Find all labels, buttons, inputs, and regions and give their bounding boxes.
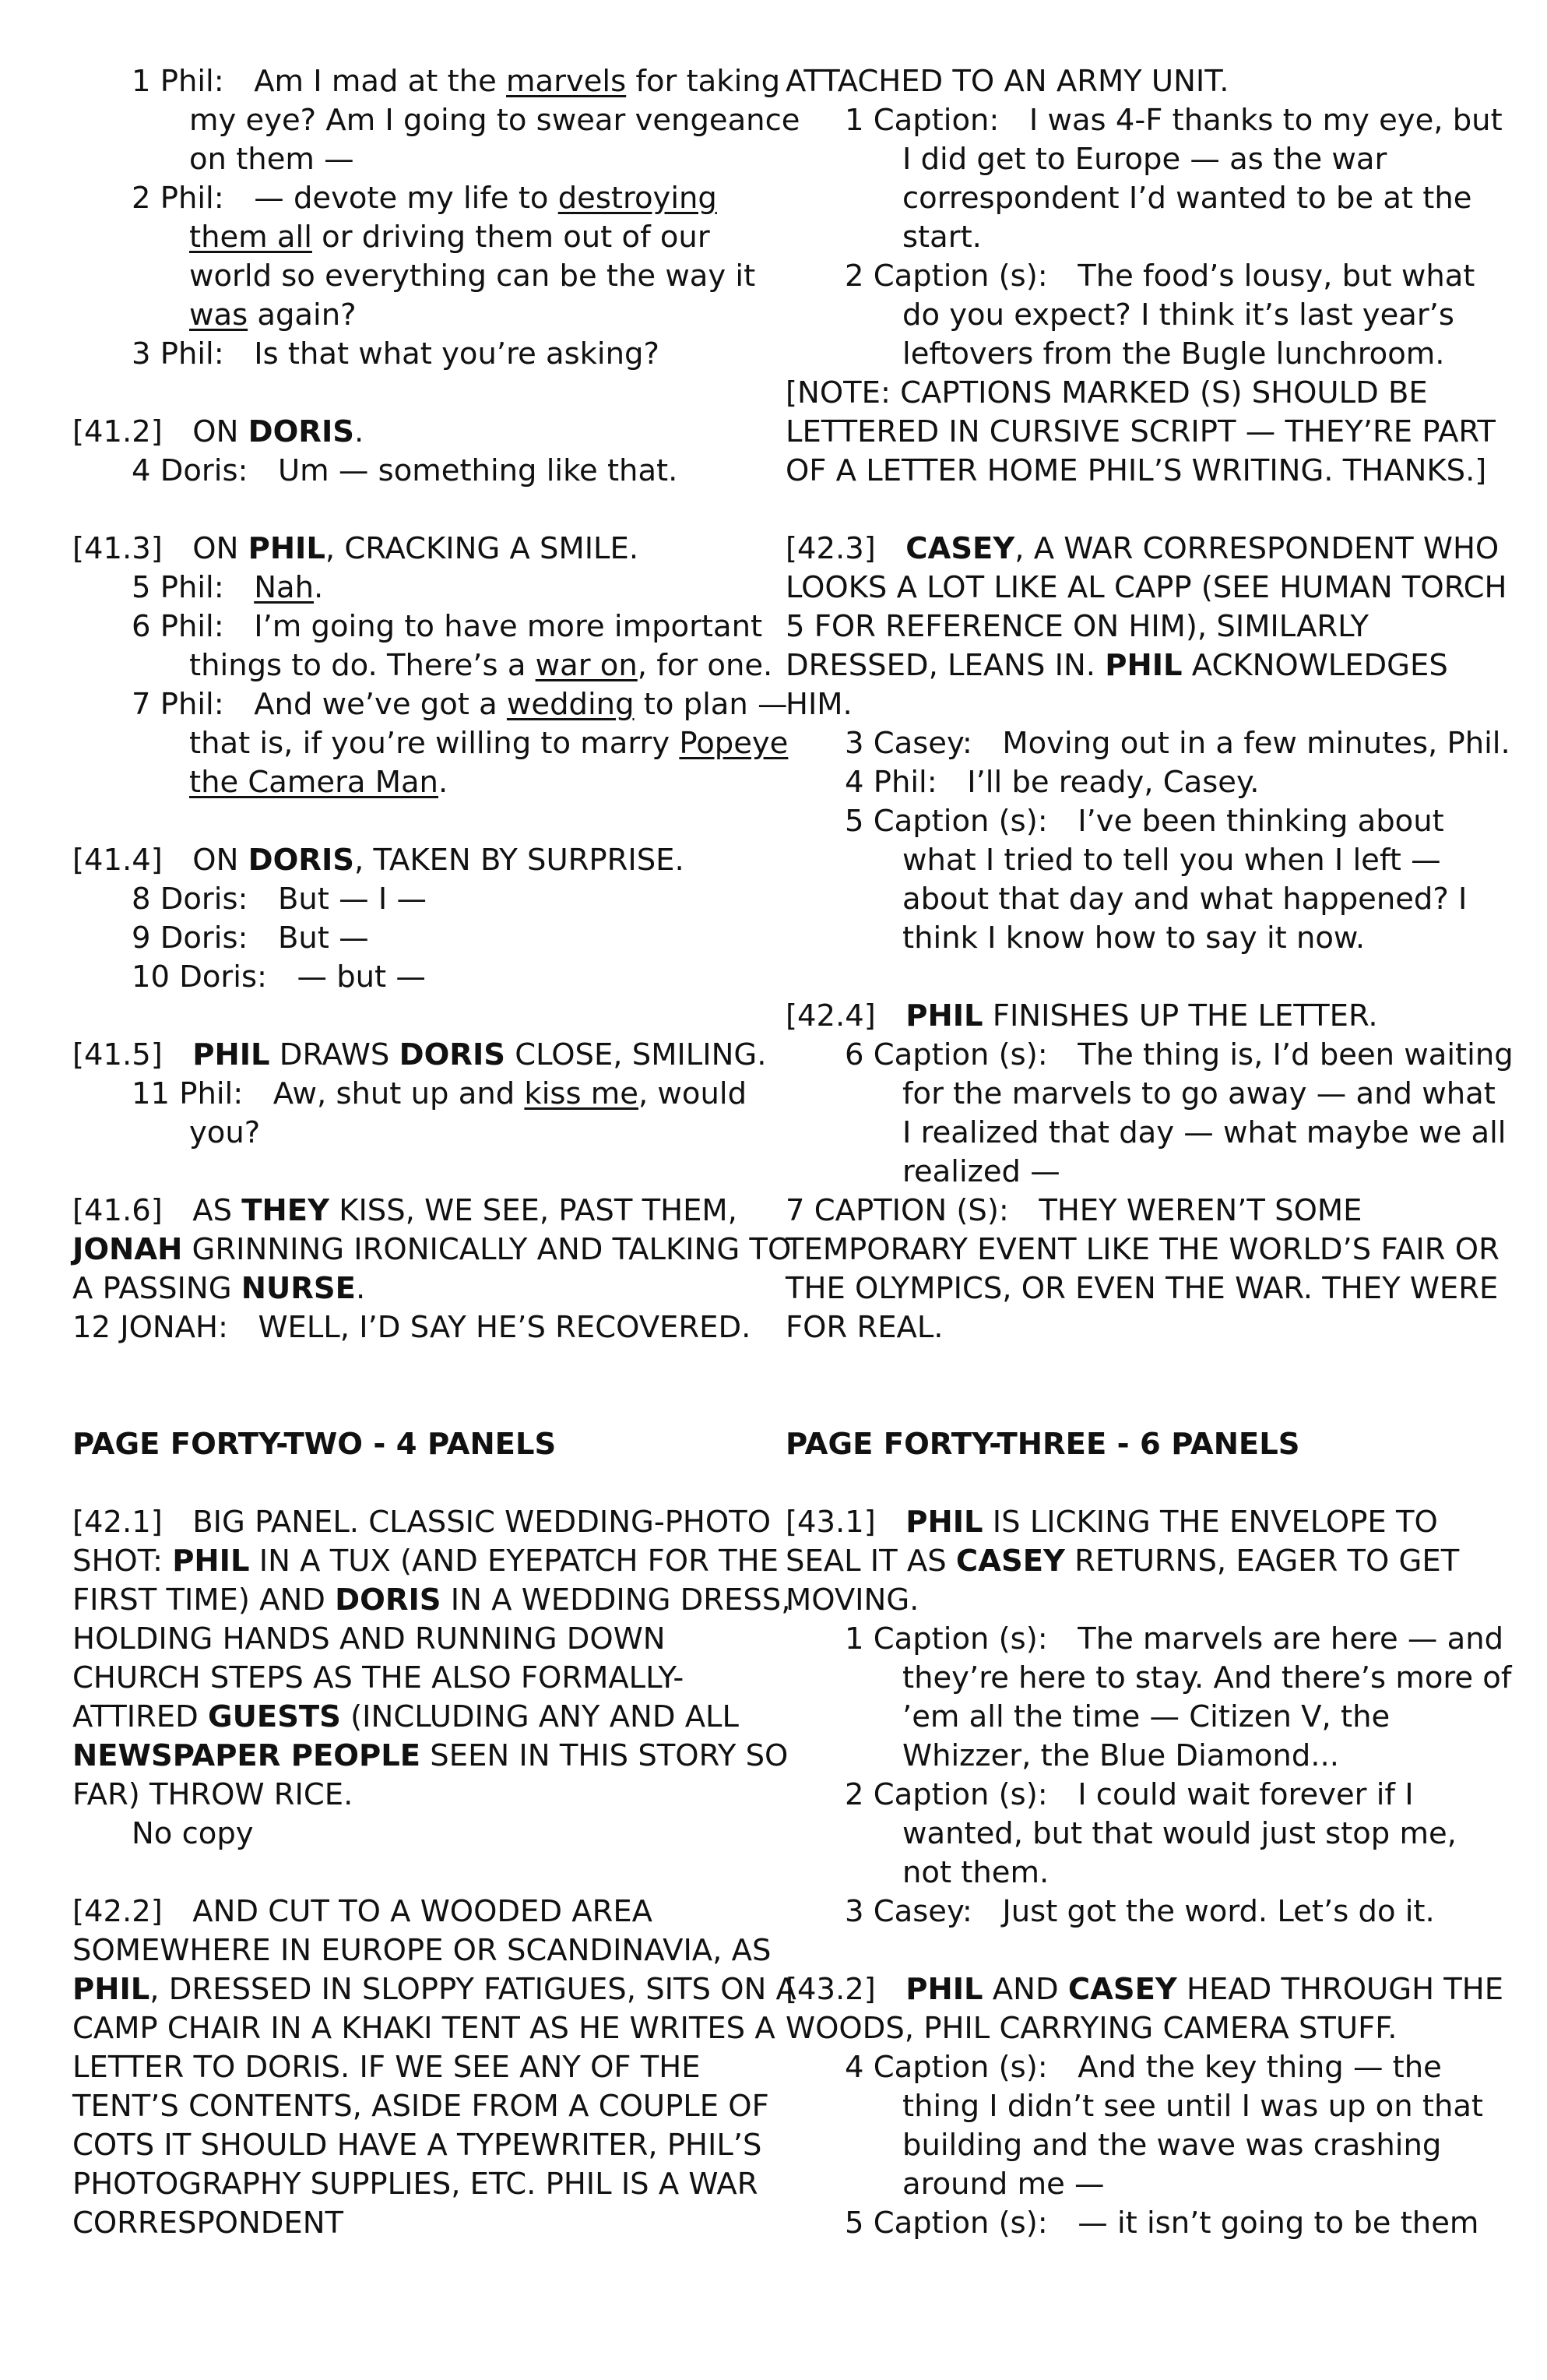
dialogue-casey-3: 3 Casey: Moving out in a few minutes, Phil. xyxy=(845,726,1510,761)
dialogue-2: 2 Phil: — devote my life to destroying them all or driving them out of our world so everything can be the way it was again? xyxy=(132,181,756,333)
panel-43-2: [43.2] PHIL AND CASEY HEAD THROUGH THE WOODS, PHIL CARRYING CAMERA STUFF. xyxy=(786,1972,1504,2046)
dialogue-5: 5 Phil: Nah. xyxy=(132,570,324,605)
caption-1: 1 Caption: I was 4-F thanks to my eye, but I did get to Europe — as the war correspondent I’d wanted to be at the start. xyxy=(845,103,1503,255)
dialogue-8: 8 Doris: But — I — xyxy=(132,882,427,917)
caption-5: 5 Caption (s): I’ve been thinking about what I tried to tell you when I left — about that day and what happened? I think I know how to say it now. xyxy=(845,804,1468,956)
panel-41-6: [41.6] AS THEY KISS, WE SEE, PAST THEM, JONAH GRINNING IRONICALLY AND TALKING TO A PASSING NURSE. xyxy=(72,1193,792,1306)
panel-41-4: [41.4] ON DORIS, TAKEN BY SURPRISE. xyxy=(72,843,684,878)
caption-43-1: 1 Caption (s): The marvels are here — and they’re here to stay. And there’s more of ’em all the time — Citizen V, the Whizzer, the Blue Diamond... xyxy=(845,1621,1512,1773)
dialogue-6: 6 Phil: I’m going to have more important things to do. There’s a war on, for one. xyxy=(132,609,773,683)
dialogue-phil-4: 4 Phil: I’ll be ready, Casey. xyxy=(845,765,1260,800)
panel-42-3: [42.3] CASEY, A WAR CORRESPONDENT WHO LOOKS A LOT LIKE AL CAPP (SEE HUMAN TORCH 5 FOR REFERENCE ON HIM), SIMILARLY DRESSED, LEANS IN. PHIL ACKNOWLEDGES HIM. xyxy=(786,531,1507,722)
panel-41-5: [41.5] PHIL DRAWS DORIS CLOSE, SMILING. xyxy=(72,1037,767,1072)
panel-41-3: [41.3] ON PHIL, CRACKING A SMILE. xyxy=(72,531,639,566)
dialogue-1: 1 Phil: Am I mad at the marvels for taking my eye? Am I going to swear vengeance on them — xyxy=(132,64,800,177)
dialogue-12: 12 JONAH: WELL, I’D SAY HE’S RECOVERED. xyxy=(72,1310,751,1345)
caption-6: 6 Caption (s): The thing is, I’d been waiting for the marvels to go away — and what I realized that day — what maybe we all realized — xyxy=(845,1037,1514,1189)
dialogue-11: 11 Phil: Aw, shut up and kiss me, would you? xyxy=(132,1076,747,1150)
page-42-heading: PAGE FORTY-TWO - 4 PANELS xyxy=(72,1427,557,1462)
dialogue-10: 10 Doris: — but — xyxy=(132,959,426,995)
dialogue-casey-43-3: 3 Casey: Just got the word. Let’s do it. xyxy=(845,1894,1435,1929)
caption-43-4: 4 Caption (s): And the key thing — the thing I didn’t see until I was up on that building and the wave was crashing around me — xyxy=(845,2050,1484,2202)
panel-42-4: [42.4] PHIL FINISHES UP THE LETTER. xyxy=(786,998,1378,1033)
dialogue-9: 9 Doris: But — xyxy=(132,921,369,956)
panel-42-2-continued: ATTACHED TO AN ARMY UNIT. xyxy=(786,64,1229,99)
panel-42-1: [42.1] BIG PANEL. CLASSIC WEDDING-PHOTO SHOT: PHIL IN A TUX (AND EYEPATCH FOR THE FIRST TIME) AND DORIS IN A WEDDING DRESS, HOLDING HANDS AND RUNNING DOWN CHURCH STEPS AS THE ALSO FORMALLY-ATTIRED GUESTS (INCLUDING ANY AND ALL NEWSPAPER PEOPLE SEEN IN THIS STORY SO FAR) THROW RICE. xyxy=(72,1505,791,1812)
caption-43-2: 2 Caption (s): I could wait forever if I wanted, but that would just stop me, not them. xyxy=(845,1777,1457,1890)
left-column xyxy=(72,62,800,2243)
panel-42-2: [42.2] AND CUT TO A WOODED AREA SOMEWHERE IN EUROPE OR SCANDINAVIA, AS PHIL, DRESSED IN SLOPPY FATIGUES, SITS ON A CAMP CHAIR IN A KHAKI TENT AS HE WRITES A LETTER TO DORIS. IF WE SEE ANY OF THE TENT’S CONTENTS, ASIDE FROM A COUPLE OF COTS IT SHOULD HAVE A TYPEWRITER, PHIL’S PHOTOGRAPHY SUPPLIES, ETC. PHIL IS A WAR CORRESPONDENT xyxy=(72,1894,796,2241)
dialogue-7: 7 Phil: And we’ve got a wedding to plan — that is, if you’re willing to marry Popeye the Camera Man. xyxy=(132,687,789,800)
caption-43-5: 5 Caption (s): — it isn’t going to be them xyxy=(845,2206,1479,2241)
panel-43-1: [43.1] PHIL IS LICKING THE ENVELOPE TO SEAL IT AS CASEY RETURNS, EAGER TO GET MOVING. xyxy=(786,1505,1460,1618)
dialogue-3: 3 Phil: Is that what you’re asking? xyxy=(132,336,659,371)
lettering-note: [NOTE: CAPTIONS MARKED (S) SHOULD BE LETTERED IN CURSIVE SCRIPT — THEY’RE PART OF A LETTER HOME PHIL’S WRITING. THANKS.] xyxy=(786,375,1496,488)
no-copy-note: No copy xyxy=(132,1816,254,1851)
caption-7: 7 CAPTION (S): THEY WEREN’T SOME TEMPORARY EVENT LIKE THE WORLD’S FAIR OR THE OLYMPICS, OR EVEN THE WAR. THEY WERE FOR REAL. xyxy=(786,1193,1500,1345)
dialogue-4: 4 Doris: Um — something like that. xyxy=(132,453,678,488)
caption-2: 2 Caption (s): The food’s lousy, but what do you expect? I think it’s last year’s leftovers from the Bugle lunchroom. xyxy=(845,259,1475,371)
panel-41-2: [41.2] ON DORIS. xyxy=(72,414,364,449)
right-column xyxy=(786,62,1514,2243)
page-43-heading: PAGE FORTY-THREE - 6 PANELS xyxy=(786,1427,1300,1462)
